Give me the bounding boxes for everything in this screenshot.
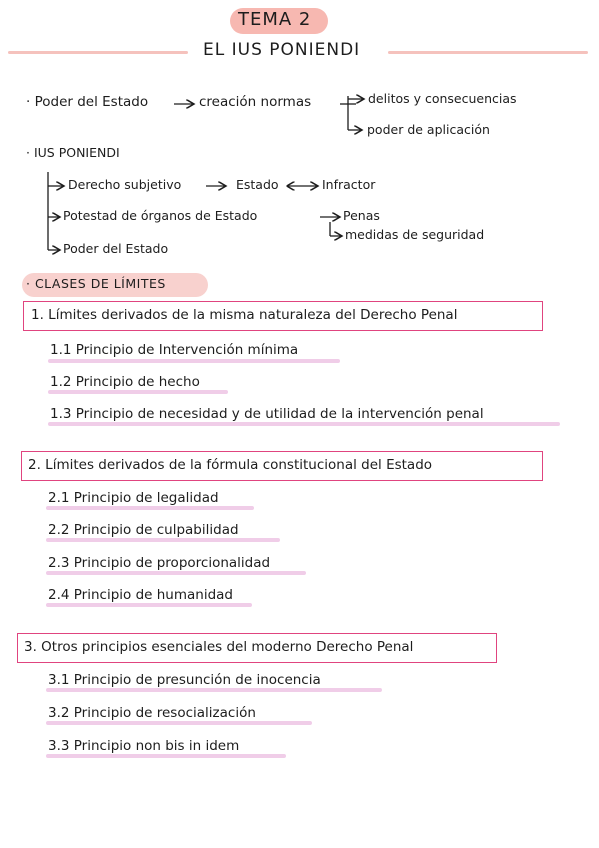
page-title: TEMA 2 — [238, 9, 312, 30]
item-underline — [48, 359, 340, 363]
delitos-consecuencias: delitos y consecuencias — [368, 91, 517, 106]
item-underline — [46, 571, 306, 575]
creacion-normas: creación normas — [199, 94, 312, 110]
clases-heading: · CLASES DE LÍMITES — [26, 276, 166, 291]
item-underline — [46, 538, 280, 542]
group-2-item-4: 2.4 Principio de humanidad — [48, 587, 233, 603]
infractor-label: Infractor — [322, 177, 376, 192]
poder-estado-label: Poder del Estado — [63, 241, 169, 256]
group-2-title: 2. Límites derivados de la fórmula constitucional del Estado — [28, 457, 433, 473]
group-1-item-1: 1.1 Principio de Intervención mínima — [50, 342, 299, 358]
group-1-item-3: 1.3 Principio de necesidad y de utilidad de la intervención penal — [50, 406, 484, 422]
estado-label: Estado — [236, 177, 279, 192]
group-2-item-2: 2.2 Principio de culpabilidad — [48, 522, 239, 538]
page-subtitle: EL IUS PONIENDI — [203, 40, 361, 60]
poder-label: · Poder del Estado — [26, 94, 149, 110]
medidas-label: medidas de seguridad — [345, 227, 485, 242]
group-3-item-3: 3.3 Principio non bis in idem — [48, 738, 240, 754]
poder-aplicacion: poder de aplicación — [367, 122, 490, 137]
item-underline — [48, 422, 560, 426]
group-2-item-1: 2.1 Principio de legalidad — [48, 490, 219, 506]
potestad-label: Potestad de órganos de Estado — [63, 208, 258, 223]
item-underline — [46, 754, 286, 758]
penas-label: Penas — [343, 208, 380, 223]
derecho-subjetivo: Derecho subjetivo — [68, 177, 182, 192]
group-2-item-3: 2.3 Principio de proporcionalidad — [48, 555, 271, 571]
item-underline — [46, 721, 312, 725]
group-1-item-2: 1.2 Principio de hecho — [50, 374, 200, 390]
group-3-title: 3. Otros principios esenciales del moderno Derecho Penal — [24, 639, 414, 655]
item-underline — [46, 506, 254, 510]
group-3-item-2: 3.2 Principio de resocialización — [48, 705, 256, 721]
group-1-title: 1. Límites derivados de la misma naturaleza del Derecho Penal — [31, 307, 458, 323]
item-underline — [46, 603, 252, 607]
ius-label: · IUS PONIENDI — [26, 145, 120, 160]
group-3-item-1: 3.1 Principio de presunción de inocencia — [48, 672, 321, 688]
item-underline — [48, 390, 228, 394]
item-underline — [46, 688, 382, 692]
